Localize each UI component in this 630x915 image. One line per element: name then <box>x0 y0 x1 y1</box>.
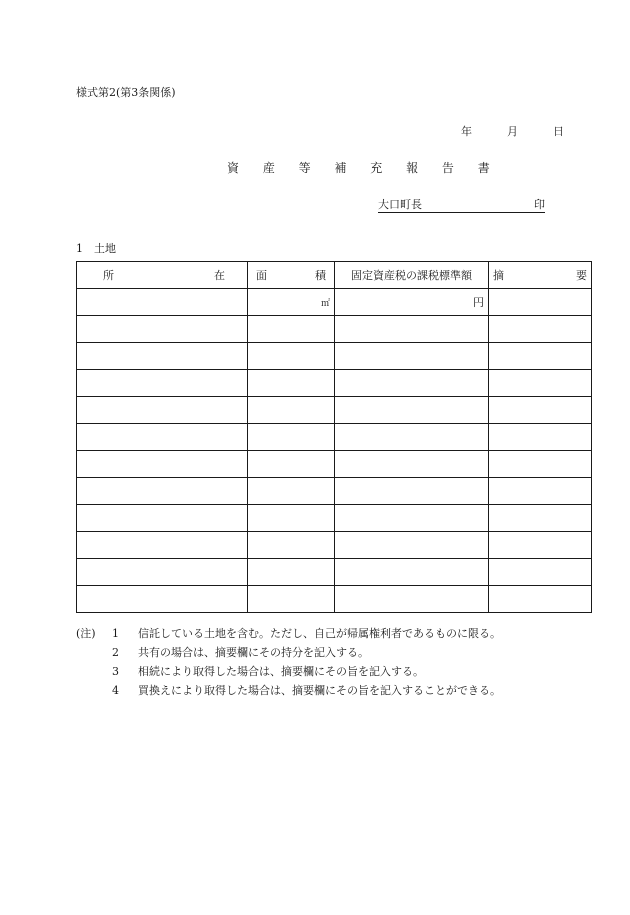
area-cell[interactable] <box>248 532 335 559</box>
notes-block <box>76 624 501 700</box>
location-cell[interactable] <box>77 505 248 532</box>
tax-base-cell[interactable] <box>335 424 489 451</box>
note-text: 共有の場合は、摘要欄にその持分を記入する。 <box>138 646 369 659</box>
tax-base-cell[interactable] <box>335 397 489 424</box>
note-number: 4 <box>112 684 119 697</box>
tax-base-cell[interactable] <box>335 478 489 505</box>
area-cell[interactable] <box>248 586 335 613</box>
table-row <box>77 424 592 451</box>
tax-base-cell[interactable] <box>335 370 489 397</box>
table-row <box>77 316 592 343</box>
location-cell[interactable] <box>77 289 248 316</box>
note-text: 信託している土地を含む。ただし、自己が帰属権利者であるものに限る。 <box>138 627 501 640</box>
table-row <box>77 505 592 532</box>
table-row <box>77 586 592 613</box>
area-cell[interactable] <box>248 397 335 424</box>
remarks-cell[interactable] <box>489 370 592 397</box>
tax-base-cell[interactable] <box>335 559 489 586</box>
location-cell[interactable] <box>77 559 248 586</box>
remarks-cell[interactable] <box>489 505 592 532</box>
table-row <box>77 532 592 559</box>
date-line <box>461 123 564 139</box>
table-row <box>77 451 592 478</box>
tax-base-cell[interactable] <box>335 343 489 370</box>
tax-base-cell[interactable] <box>335 289 489 316</box>
area-cell[interactable] <box>248 478 335 505</box>
note-item <box>76 624 501 643</box>
location-cell[interactable] <box>77 478 248 505</box>
day-label: 日 <box>553 125 564 138</box>
area-cell[interactable] <box>248 451 335 478</box>
land-table <box>76 261 592 613</box>
notes-head: (注) <box>76 627 96 640</box>
area-cell[interactable] <box>248 559 335 586</box>
area-unit: ㎡ <box>320 298 330 309</box>
location-cell[interactable] <box>77 451 248 478</box>
location-cell[interactable] <box>77 397 248 424</box>
location-cell[interactable] <box>77 586 248 613</box>
remarks-cell[interactable] <box>489 316 592 343</box>
area-cell[interactable] <box>248 343 335 370</box>
table-row <box>77 397 592 424</box>
note-number: 1 <box>112 627 119 640</box>
seal-mark: 印 <box>534 198 545 211</box>
note-item <box>76 662 501 681</box>
note-text: 買換えにより取得した場合は、摘要欄にその旨を記入することができる。 <box>138 684 501 697</box>
note-item <box>76 681 501 700</box>
remarks-cell[interactable] <box>489 559 592 586</box>
location-cell[interactable] <box>77 316 248 343</box>
section-heading: 1 土地 <box>76 242 116 255</box>
header-area: 面 積 <box>248 262 335 289</box>
note-text: 相続により取得した場合は、摘要欄にその旨を記入する。 <box>138 665 424 678</box>
remarks-cell[interactable] <box>489 586 592 613</box>
tax-base-cell[interactable] <box>335 451 489 478</box>
tax-base-cell[interactable] <box>335 505 489 532</box>
area-cell[interactable] <box>248 505 335 532</box>
location-cell[interactable] <box>77 424 248 451</box>
remarks-cell[interactable] <box>489 451 592 478</box>
note-item <box>76 643 501 662</box>
area-cell[interactable] <box>248 370 335 397</box>
remarks-cell[interactable] <box>489 532 592 559</box>
month-label: 月 <box>507 125 518 138</box>
table-row <box>77 370 592 397</box>
tax-base-cell[interactable] <box>335 532 489 559</box>
location-cell[interactable] <box>77 532 248 559</box>
addressee-line <box>378 196 545 213</box>
remarks-cell[interactable] <box>489 424 592 451</box>
tax-base-cell[interactable] <box>335 586 489 613</box>
location-cell[interactable] <box>77 370 248 397</box>
remarks-cell[interactable] <box>489 478 592 505</box>
table-row <box>77 559 592 586</box>
document-title: 資 産 等 補 充 報 告 書 <box>227 161 500 175</box>
mayor-name: 大口町長 <box>378 198 422 211</box>
remarks-cell[interactable] <box>489 289 592 316</box>
year-label: 年 <box>461 125 472 138</box>
location-cell[interactable] <box>77 343 248 370</box>
table-row <box>77 289 592 316</box>
table-row <box>77 343 592 370</box>
area-cell[interactable] <box>248 289 335 316</box>
note-number: 2 <box>112 646 119 659</box>
header-tax-base: 固定資産税の課税標準額 <box>335 262 489 289</box>
note-number: 3 <box>112 665 119 678</box>
header-location: 所 在 <box>77 262 248 289</box>
table-row <box>77 478 592 505</box>
money-unit: 円 <box>473 296 484 309</box>
area-cell[interactable] <box>248 316 335 343</box>
header-remarks: 摘 要 <box>489 262 592 289</box>
tax-base-cell[interactable] <box>335 316 489 343</box>
form-number-label: 様式第2(第3条関係) <box>76 86 176 99</box>
area-cell[interactable] <box>248 424 335 451</box>
remarks-cell[interactable] <box>489 397 592 424</box>
table-header-row <box>77 262 592 289</box>
remarks-cell[interactable] <box>489 343 592 370</box>
